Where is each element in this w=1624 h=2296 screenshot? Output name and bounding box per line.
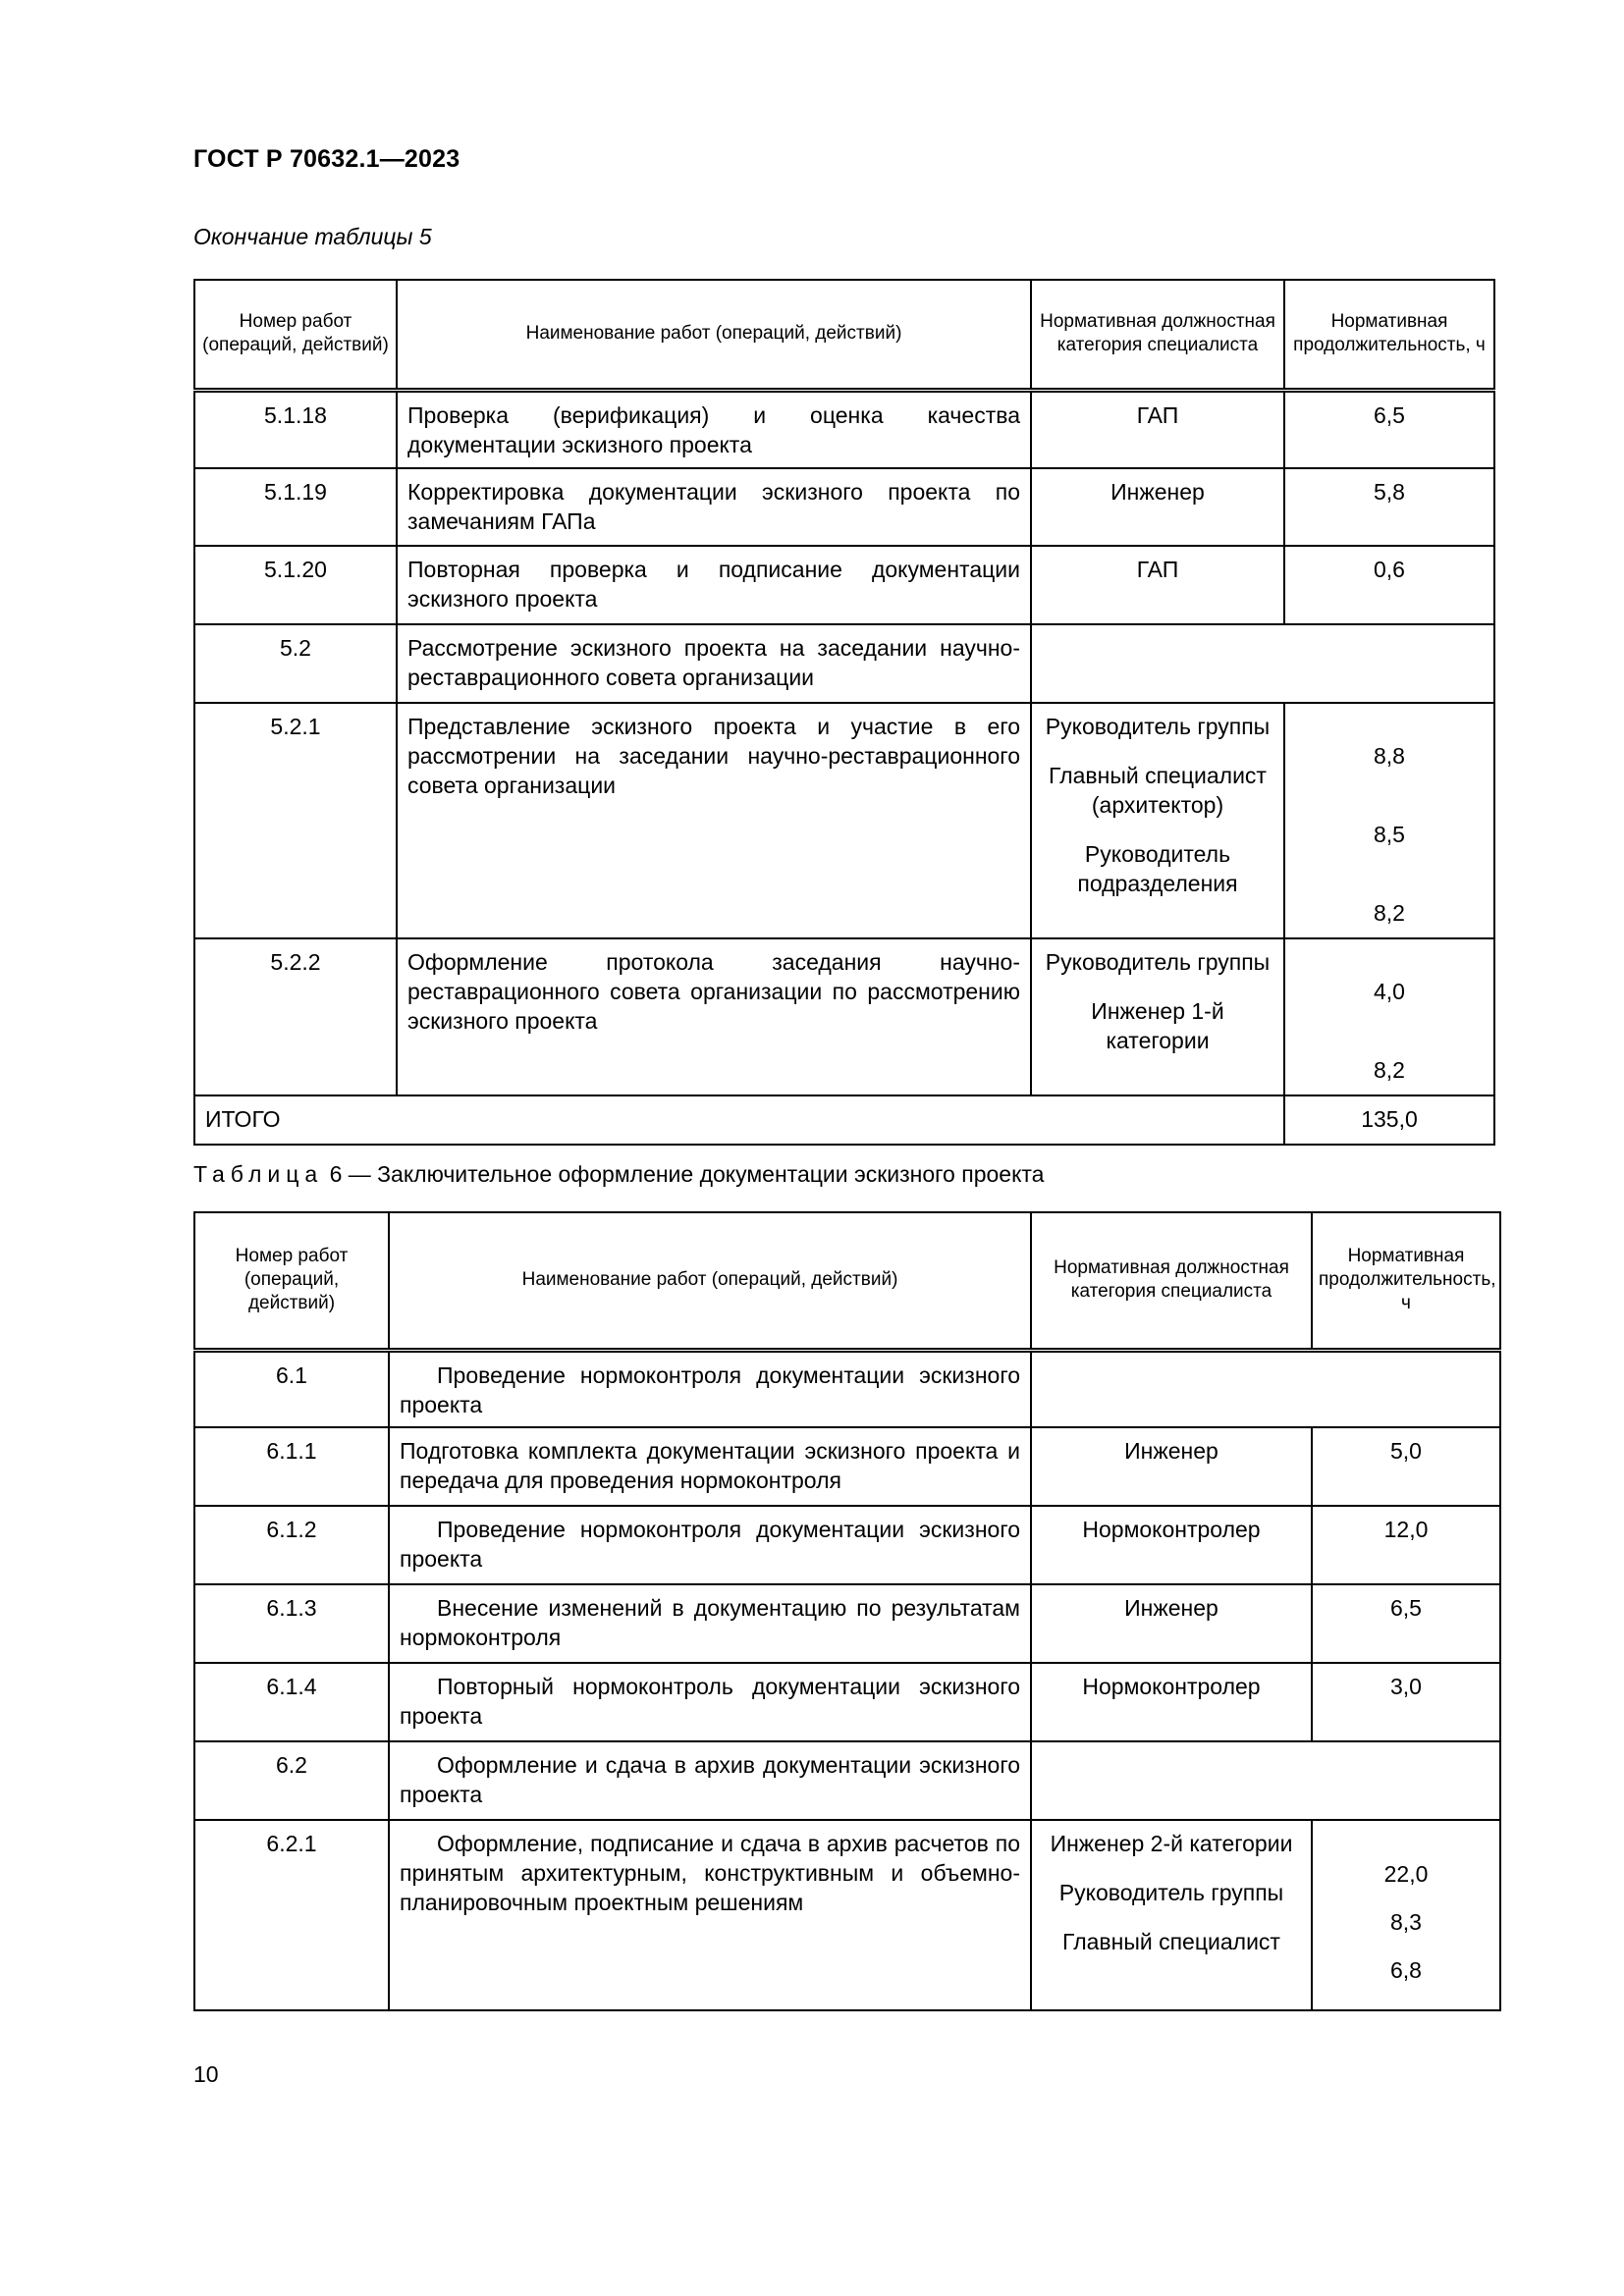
performer-duration: 4,0 [1374,979,1405,1004]
table-row [194,1820,1500,2010]
row-num: 5.1.18 [194,390,397,468]
table-row [194,703,1494,938]
row-name: Представление эскизного проекта и участие в его рассмотрении на заседании научно-реставрационного совета организации [397,703,1031,938]
table-row [194,1506,1500,1584]
table-row [194,1663,1500,1741]
table5-caption: Окончание таблицы 5 [193,224,432,249]
row-category [1031,938,1284,1095]
row-empty-cell [1031,1350,1500,1427]
table5 [193,279,1495,1146]
performer-category: Руководитель подразделения [1077,841,1238,896]
row-name: Проведение нормоконтроля документации эскизного проекта [389,1506,1031,1584]
row-duration [1312,1820,1500,2010]
row-empty-cell [1031,1741,1500,1820]
row-category [1031,703,1284,938]
performer-category: Руководитель группы [1058,1880,1284,1905]
row-name: Внесение изменений в документацию по результатам нормоконтроля [389,1584,1031,1663]
header-category: Нормативная должностная категория специалиста [1031,280,1284,390]
row-name: Оформление, подписание и сдача в архив расчетов по принятым архитектурным, конструктивным и объемно-планировочным проектным решениям [389,1820,1031,2010]
row-duration: 6,5 [1284,390,1494,468]
row-duration [1284,938,1494,1095]
performer-category: Инженер 2-й категории [1050,1831,1293,1856]
header-num: Номер работ (операций, действий) [194,280,397,390]
row-category [1031,1820,1312,2010]
row-num: 6.1.1 [194,1427,389,1506]
row-category: Инженер [1031,1427,1312,1506]
table-row [194,546,1494,624]
header-name: Наименование работ (операций, действий) [397,280,1031,390]
performer-duration: 8,8 [1374,743,1405,769]
row-name: Рассмотрение эскизного проекта на заседании научно-реставрационного совета организации [397,624,1031,703]
row-duration [1284,703,1494,938]
performer-category: Руководитель группы [1045,949,1271,975]
row-num: 5.2.1 [194,703,397,938]
row-name: Повторный нормоконтроль документации эскизного проекта [389,1663,1031,1741]
table6-caption-word: Таблица [193,1161,324,1187]
table5-header-row [194,280,1494,390]
row-name: Оформление и сдача в архив документации эскизного проекта [389,1741,1031,1820]
header-duration: Нормативная продолжительность, ч [1312,1212,1500,1350]
row-duration: 5,8 [1284,468,1494,546]
performer-duration: 8,2 [1374,900,1405,926]
performer-category: Главный специалист [1062,1929,1280,1954]
table6-caption [193,1161,1044,1188]
header-duration: Нормативная продолжительность, ч [1284,280,1494,390]
row-num: 6.2 [194,1741,389,1820]
row-num: 5.2 [194,624,397,703]
total-row [194,1095,1494,1145]
row-category: ГАП [1031,390,1284,468]
row-duration: 5,0 [1312,1427,1500,1506]
row-category: Инженер [1031,1584,1312,1663]
performer-category: Главный специалист (архитектор) [1049,763,1267,818]
table6 [193,1211,1501,2011]
table-row [194,938,1494,1095]
row-num: 6.2.1 [194,1820,389,2010]
row-num: 5.1.20 [194,546,397,624]
row-name: Оформление протокола заседания научно-реставрационного совета организации по рассмотрению эскизного проекта [397,938,1031,1095]
header-num: Номер работ (операций, действий) [194,1212,389,1350]
row-duration: 6,5 [1312,1584,1500,1663]
row-num: 5.2.2 [194,938,397,1095]
row-category: ГАП [1031,546,1284,624]
total-label: ИТОГО [194,1095,1284,1145]
table-row [194,468,1494,546]
page-number: 10 [193,2061,219,2087]
row-num: 6.1.3 [194,1584,389,1663]
table6-caption-text: 6 — Заключительное оформление документации эскизного проекта [329,1161,1045,1187]
row-category: Нормоконтролер [1031,1663,1312,1741]
table-row [194,1350,1500,1427]
performer-duration: 8,3 [1390,1909,1422,1935]
table-row [194,1427,1500,1506]
performer-category: Руководитель группы [1045,714,1271,739]
table-row [194,624,1494,703]
row-name: Проведение нормоконтроля документации эскизного проекта [389,1350,1031,1427]
performer-duration: 6,8 [1390,1957,1422,1983]
table-row [194,1584,1500,1663]
header-name: Наименование работ (операций, действий) [389,1212,1031,1350]
header-category: Нормативная должностная категория специалиста [1031,1212,1312,1350]
row-category: Инженер [1031,468,1284,546]
row-num: 5.1.19 [194,468,397,546]
row-name: Корректировка документации эскизного проекта по замечаниям ГАПа [397,468,1031,546]
table-row [194,390,1494,468]
row-name: Повторная проверка и подписание документации эскизного проекта [397,546,1031,624]
standard-title: ГОСТ Р 70632.1—2023 [193,145,460,173]
row-num: 6.1 [194,1350,389,1427]
row-empty-cell [1031,624,1494,703]
row-category: Нормоконтролер [1031,1506,1312,1584]
table-row [194,1741,1500,1820]
row-num: 6.1.2 [194,1506,389,1584]
table6-header-row [194,1212,1500,1350]
row-num: 6.1.4 [194,1663,389,1741]
row-duration: 12,0 [1312,1506,1500,1584]
performer-category: Инженер 1-й категории [1091,998,1224,1053]
row-name: Подготовка комплекта документации эскизного проекта и передача для проведения нормоконтроля [389,1427,1031,1506]
performer-duration: 8,2 [1374,1057,1405,1083]
performer-duration: 8,5 [1374,822,1405,847]
performer-duration: 22,0 [1383,1861,1429,1887]
row-duration: 0,6 [1284,546,1494,624]
row-name: Проверка (верификация) и оценка качества документации эскизного проекта [397,390,1031,468]
row-duration: 3,0 [1312,1663,1500,1741]
total-value: 135,0 [1284,1095,1494,1145]
